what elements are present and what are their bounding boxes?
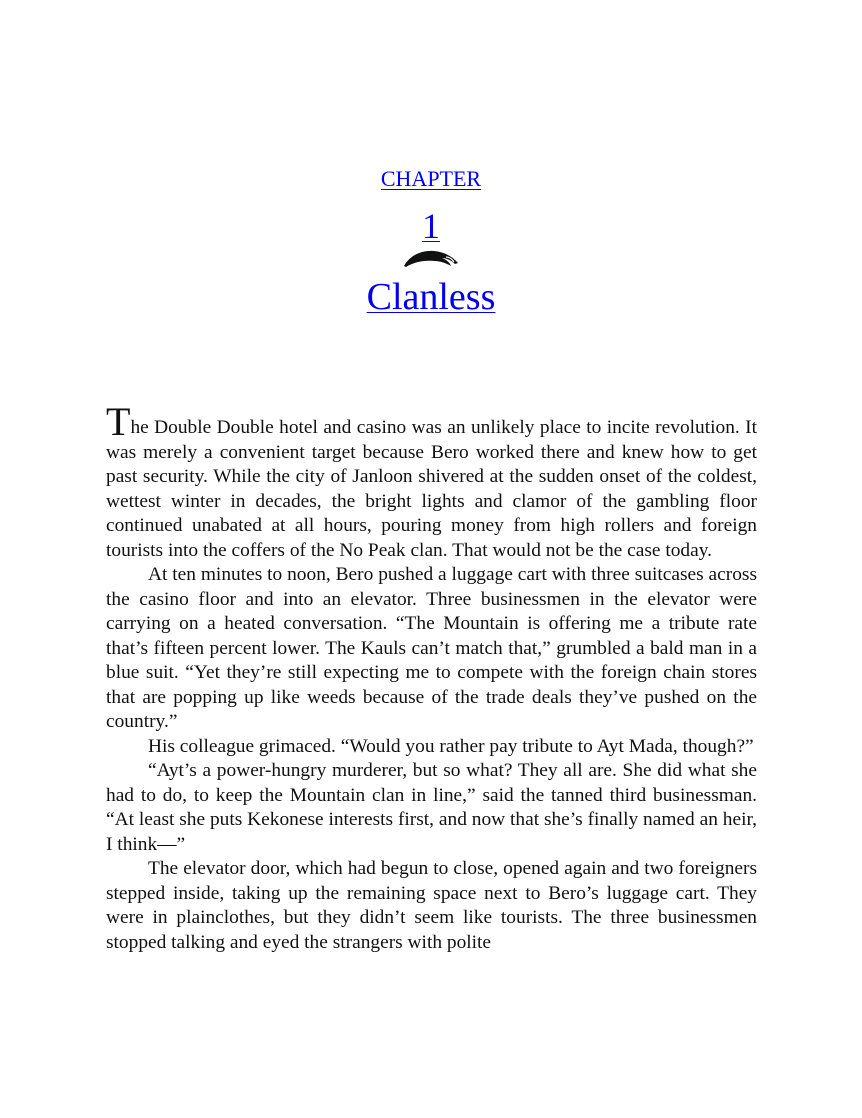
chapter-label-link[interactable]: CHAPTER bbox=[380, 166, 482, 191]
chapter-title-link[interactable]: Clanless bbox=[366, 276, 496, 318]
paragraph bbox=[106, 399, 757, 563]
drop-cap: T bbox=[106, 399, 131, 444]
paragraph: “Ayt’s a power-hungry murderer, but so what? They all are. She did what she had to do, to keep the Mountain clan in line,” said the tanned third businessman. “At least she puts Kekonese interests first, and now that she’s finally named an heir, I think—” bbox=[106, 760, 757, 855]
paragraph-text: he Double Double hotel and casino was an unlikely place to incite revolution. It was merely a convenient target because Bero worked there and knew how to get past security. While the city of Janloon shivered at the sudden onset of the coldest, wettest winter in decades, the bright lights and clamor of the gambling floor continued unabated at all hours, pouring money from high rollers and foreign tourists into the coffers of the No Peak clan. That would not be the case today. bbox=[106, 417, 757, 561]
jade-blade-ornament-icon bbox=[402, 246, 460, 268]
paragraph: The elevator door, which had begun to close, opened again and two foreigners stepped inside, taking up the remaining space next to Bero’s luggage cart. They were in plainclothes, but they didn’t seem like tourists. The three businessmen stopped talking and eyed the strangers with polite bbox=[106, 858, 757, 953]
chapter-number bbox=[0, 204, 862, 248]
chapter-label bbox=[0, 165, 862, 193]
chapter-body bbox=[106, 399, 757, 955]
chapter-title bbox=[0, 274, 862, 320]
paragraph: At ten minutes to noon, Bero pushed a luggage cart with three suitcases across the casino floor and into an elevator. Three businessmen in the elevator were carrying on a heated conversation. “The Mountain is offering me a tribute rate that’s fifteen percent lower. The Kauls can’t match that,” grumbled a bald man in a blue suit. “Yet they’re still expecting me to compete with the foreign chain stores that are popping up like weeds because of the trade deals they’ve pushed on the country.” bbox=[106, 564, 757, 732]
chapter-number-link[interactable]: 1 bbox=[422, 206, 440, 246]
paragraph: His colleague grimaced. “Would you rather pay tribute to Ayt Mada, though?” bbox=[148, 735, 754, 757]
